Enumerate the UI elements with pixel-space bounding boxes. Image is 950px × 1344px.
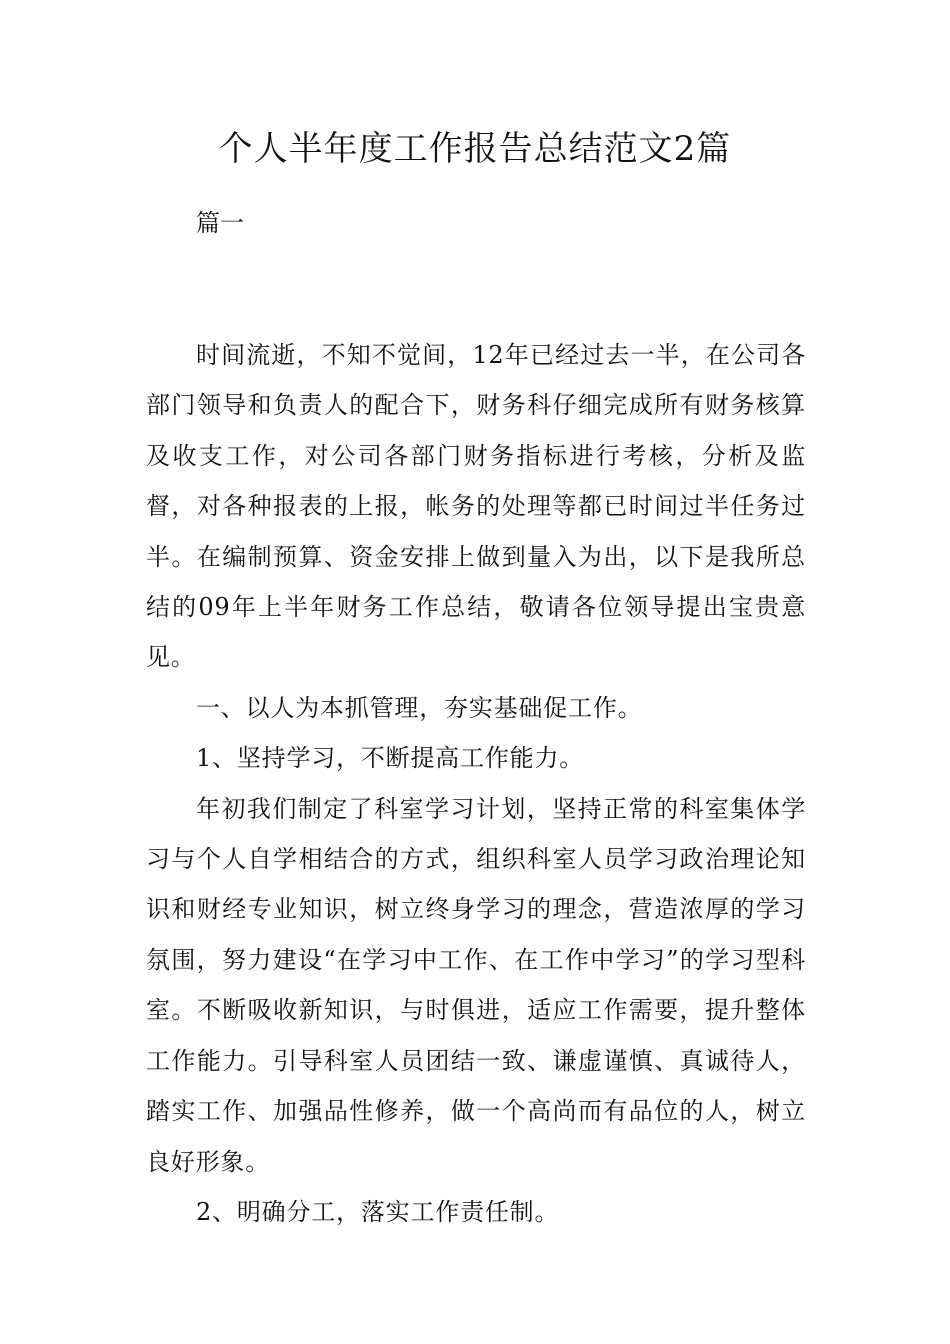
section-label: 篇一 xyxy=(196,209,244,237)
heading-item-two: 2、明确分工，落实工作责任制。 xyxy=(196,1197,560,1226)
heading-section-one: 一、以人为本抓管理，夯实基础促工作。 xyxy=(196,693,643,722)
document-body xyxy=(146,330,806,1237)
paragraph-study-plan: 年初我们制定了科室学习计划，坚持正常的科室集体学习与个人自学相结合的方式，组织科室人员学习政治理论知识和财经专业知识，树立终身学习的理念，营造浓厚的学习氛围，努力建设“在学习中工作、在工作中学习”的学习型科室。不断吸收新知识，与时俱进，适应工作需要，提升整体工作能力。引导科室人员团结一致、谦虚谨慎、真诚待人，踏实工作、加强品性修养，做一个高尚而有品位的人，树立良好形象。 xyxy=(146,794,806,1176)
paragraph-intro: 时间流逝，不知不觉间，12年已经过去一半，在公司各部门领导和负责人的配合下，财务科仔细完成所有财务核算及收支工作，对公司各部门财务指标进行考核，分析及监督，对各种报表的上报，帐务的处理等都已时间过半任务过半。在编制预算、资金安排上做到量入为出，以下是我所总结的09年上半年财务工作总结，敬请各位领导提出宝贵意见。 xyxy=(146,341,806,672)
document-title: 个人半年度工作报告总结范文2篇 xyxy=(218,129,732,169)
heading-item-one: 1、坚持学习，不断提高工作能力。 xyxy=(196,744,585,773)
